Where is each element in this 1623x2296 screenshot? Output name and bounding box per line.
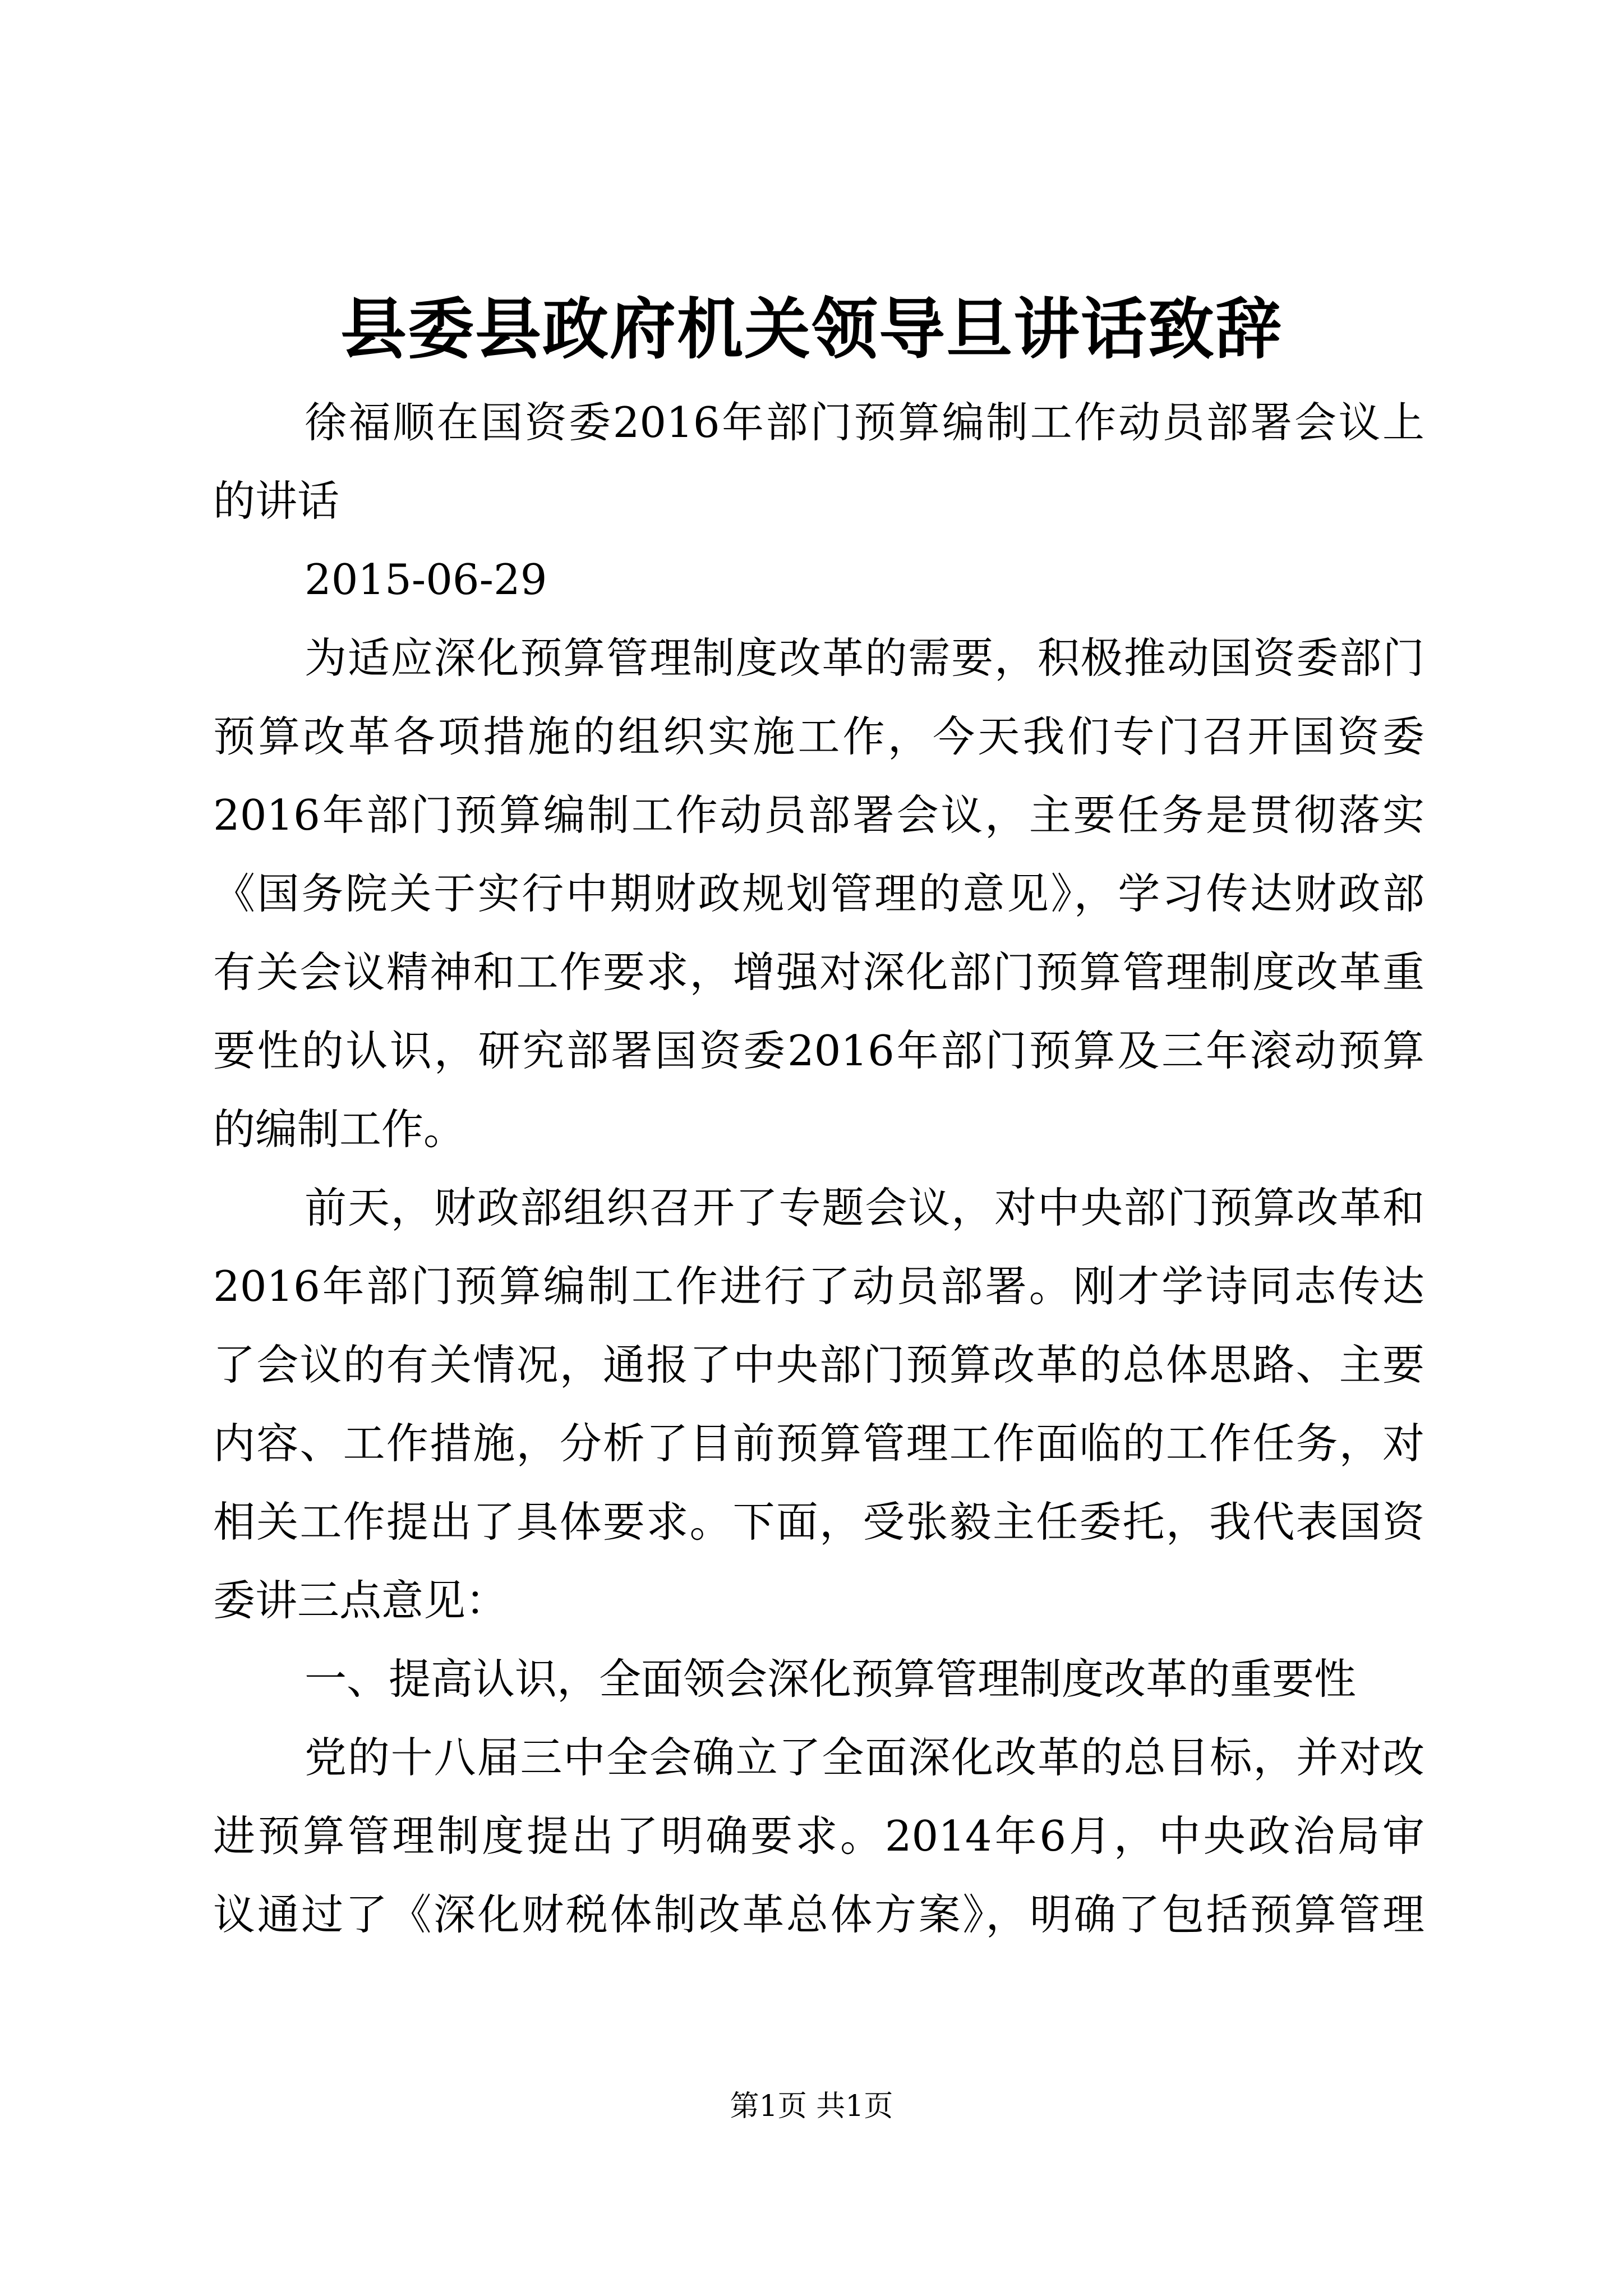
paragraph-2-line-4: 内容、工作措施，分析了目前预算管理工作面临的工作任务，对 [213, 1419, 1424, 1468]
paragraph-2-line-3: 了会议的有关情况，通报了中央部门预算改革的总体思路、主要 [213, 1340, 1424, 1389]
page-footer: 第1页 共1页 [730, 2090, 893, 2123]
paragraph-2-line-6: 委讲三点意见： [213, 1576, 508, 1625]
document-title: 县委县政府机关领导旦讲话致辞 [340, 290, 1283, 368]
paragraph-1-line-5: 有关会议精神和工作要求，增强对深化部门预算管理制度改革重 [213, 947, 1424, 997]
paragraph-2-line-5: 相关工作提出了具体要求。下面，受张毅主任委托，我代表国资 [213, 1497, 1424, 1547]
paragraph-1-line-6: 要性的认识，研究部署国资委2016年部门预算及三年滚动预算 [213, 1026, 1424, 1075]
paragraph-1-line-3: 2016年部门预算编制工作动员部署会议，主要任务是贯彻落实 [213, 790, 1424, 840]
subtitle-line-2: 的讲话 [213, 476, 340, 526]
subtitle-line-1: 徐福顺在国资委2016年部门预算编制工作动员部署会议上 [305, 398, 1424, 447]
section-heading-1: 一、提高认识，全面领会深化预算管理制度改革的重要性 [305, 1654, 1357, 1704]
paragraph-2-line-2: 2016年部门预算编制工作进行了动员部署。刚才学诗同志传达 [213, 1262, 1424, 1311]
paragraph-2-line-1: 前天，财政部组织召开了专题会议，对中央部门预算改革和 [305, 1183, 1424, 1232]
date-line: 2015-06-29 [305, 555, 547, 604]
paragraph-3-line-3: 议通过了《深化财税体制改革总体方案》，明确了包括预算管理 [213, 1890, 1424, 1939]
paragraph-1-line-1: 为适应深化预算管理制度改革的需要，积极推动国资委部门 [305, 633, 1424, 683]
paragraph-3-line-1: 党的十八届三中全会确立了全面深化改革的总目标，并对改 [305, 1733, 1424, 1782]
paragraph-3-line-2: 进预算管理制度提出了明确要求。2014年6月，中央政治局审 [213, 1811, 1424, 1861]
paragraph-1-line-2: 预算改革各项措施的组织实施工作，今天我们专门召开国资委 [213, 712, 1424, 761]
paragraph-1-line-7: 的编制工作。 [213, 1105, 466, 1154]
paragraph-1-line-4: 《国务院关于实行中期财政规划管理的意见》，学习传达财政部 [213, 869, 1424, 918]
